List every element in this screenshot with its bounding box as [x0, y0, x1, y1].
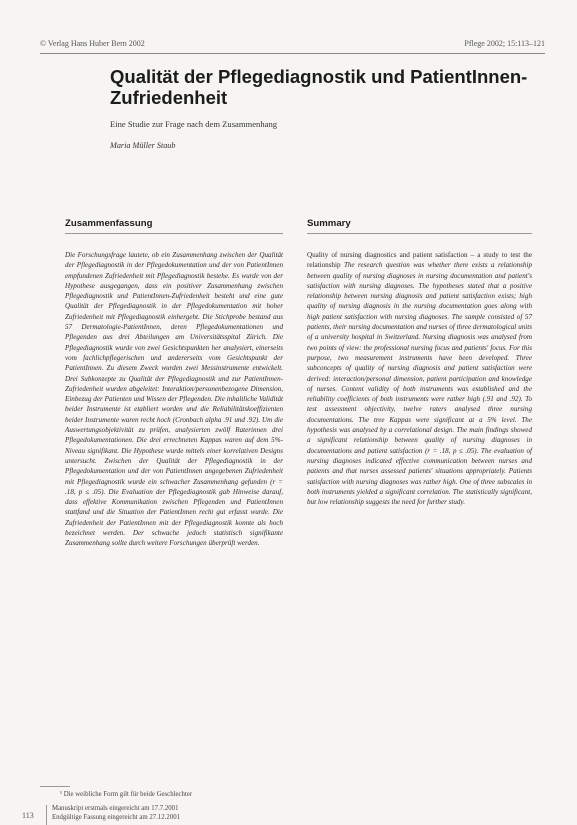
german-abstract-column: [65, 218, 283, 549]
publisher-notice: © Verlag Hans Huber Bern 2002: [40, 39, 145, 48]
english-abstract-column: [307, 218, 532, 507]
summary-block: [307, 250, 532, 507]
article-title: Qualität der Pflegediagnostik und PatientInnen-Zufriedenheit: [110, 66, 528, 108]
journal-citation: Pflege 2002; 15:113–121: [464, 39, 545, 48]
footnote-divider: [40, 786, 70, 787]
received-date: Manuskript erstmals eingereicht am 17.7.2001: [52, 805, 179, 812]
article-subtitle: Eine Studie zur Frage nach dem Zusammenhang: [110, 119, 278, 129]
revised-date: Endgültige Fassung eingereicht am 27.12.2001: [52, 813, 180, 821]
zusammenfassung-heading: Zusammenfassung: [65, 218, 283, 234]
summary-lead: Quality of nursing diagnostics and patient satisfaction – a study to test the relationship: [307, 251, 532, 270]
dates-divider: [46, 805, 47, 825]
running-header: [40, 39, 545, 51]
submission-dates: [52, 805, 180, 822]
article-author: Maria Müller Staub: [110, 141, 176, 150]
header-divider: [40, 53, 545, 54]
summary-text: The research question was whether there exists a relationship between quality of nursing diagnoses in nursing documentation and patient's satisfaction with nursing diagnoses. The hypotheses stated that a positive relationship between nursing diagnosis and patient satisfaction exists; high quality of nursing diagnosis in the nursing documentation goes along with high patient satisfaction with nursing diagnoses. The sample consisted of 57 patients, their nursing documentation and nurses of three dermatological units of a university hospital in Switzerland. Nursing diagnosis was analysed from two points of view: the professional nursing focus and patients' focus. For this purpose, two measurement instruments have been developed. Three subconcepts of quality of nursing diagnosis and patient satisfaction were derived: interaction/personal dimension, patient participation and knowledge of nurses. Content validity of both instruments was established and the reliability coefficients of both instruments were rather high (.91 and .92). To test assessment objectivity, twelve raters analysed three nursing documentations. The tree Kappas were significant at a 5% level. The hypothesis was analysed by a correlational design. The main findings showed a significant relationship between quality of nursing diagnoses in documentations and patient satisfaction (r = .18, p ≤ .05). The evaluation of nursing diagnoses indicated effective communication between nurses and patients and that nurses assessed patients' situations appropriately. Patients satisfaction with nursing diagnoses was rather high. One of three subscales in both instruments yielded a significant correlation. The statistically significant, but low relationship suggests the need for further study.: [307, 261, 532, 507]
page-number: 113: [22, 811, 34, 820]
summary-heading: Summary: [307, 218, 532, 234]
footnote: ¹ Die weibliche Form gilt für beide Geschlechter: [60, 791, 193, 798]
zusammenfassung-text: Die Forschungsfrage lautete, ob ein Zusammenhang zwischen der Qualität der Pflegediagnostik in der Pflegedokumentation und der von PatientInnen empfundenen Zufriedenheit mit Pflegediagnostik bestehe. Es wurde von der Hypothese ausgegangen, dass ein positiver Zusammenhang zwischen Pflegediagnostik und PatientInnen-Zufriedenheit besteht und eine gute Qualität der Pflegediagnostik in der Pflegedokumentation mit hoher Zufriedenheit mit Pflegediagnostik einhergeht. Die Stichprobe bestand aus 57 Dermatologie-PatientInnen, deren Pflegedokumentationen und Pflegenden aus drei Abteilungen am Universitätsspital Zürich. Die Pflegediagnostik wurde von zwei Gesichtspunkten her analysiert, einerseits vom fachlichpflegerischen und andererseits vom Gesichtspunkt der PatientInnen. Zu diesem Zweck wurden zwei Messinstrumente entwickelt. Drei Subkonzepte zu Qualität der Pflegediagnostik und zur PatientInnen-Zufriedenheit wurden abgeleitet: Interaktion/personenbezogene Dimension, Einbezug der Patienten und Wissen der Pflegenden. Die inhaltliche Validität beider Instrumente ist etabliert worden und die Reliabilitätskoeffizienten beider Instrumente waren recht hoch (Cronbach alpha .91 und .92). Um die Auswertungsobjektivität zu prüfen, analysierten zwölf Raterinnen drei Pflegedokumentationen. Die drei errechneten Kappas waren auf dem 5%-Niveau signifikant. Die Hypothese wurde mittels einer korrelativen Designs untersucht. Zwischen der Qualität der Pflegediagnostik in der Pflegedokumentation und der von PatientInnen angegebenen Zufriedenheit mit Pflegediagnostik wurde ein schwacher Zusammenhang gefunden (r = .18, p ≤ .05). Die Evaluation der Pflegediagnostik gab Hinweise darauf, dass effektive Kommunikation zwischen Pflegenden und PatientInnen stattfand und die Situation der PatientInnen recht gut erfasst wurde. Die Zufriedenheit der PatientInnen mit der Pflegediagnostik konnte als hoch bezeichnet werden. Der schwache jedoch statistisch signifikante Zusammenhang sollte durch weitere Forschungen überprüft werden.: [65, 251, 283, 548]
